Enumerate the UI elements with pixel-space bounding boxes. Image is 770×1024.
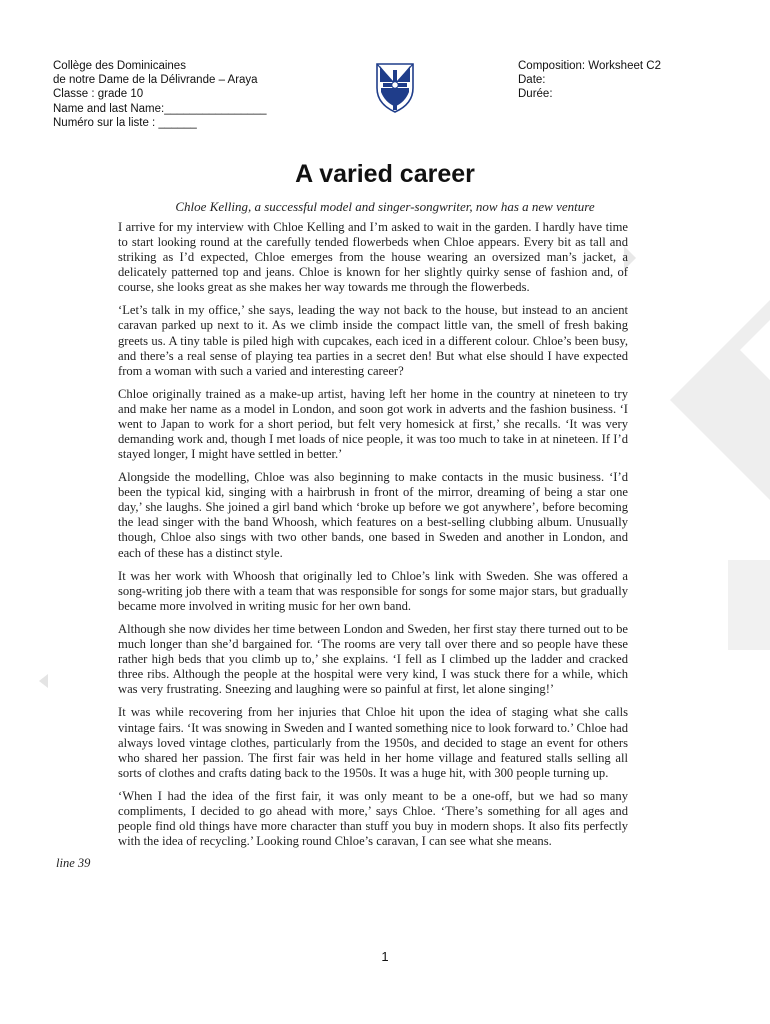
- paragraph: It was while recovering from her injuries that Chloe hit upon the idea of staging what she calls vintage fairs. ‘It was snowing in Sweden and I wanted something nice to look forward to.’ Chloe had always loved vintage clothes, particularly from the 1950s, and decided to stage an event for others who shared her passion. The first fair was held in her home village and featured stalls selling all sorts of clothes and crafts dating back to the 1950s. It was a huge hit, with 300 people turning up.: [118, 705, 628, 780]
- paragraph: Chloe originally trained as a make-up artist, having left her home in the country at nineteen to try and make her name as a model in London, and soon got work in adverts and the fashion business. ‘I went to Japan to work for a short period, but felt very homesick at first,’ she recalls. ‘It was very demanding work and, though I met loads of nice people, it was too much to take in at nineteen. If I’d stayed longer, I might have settled in better.’: [118, 386, 628, 462]
- school-name: Collège des Dominicaines: [53, 60, 186, 72]
- school-subtitle: de notre Dame de la Délivrande – Araya: [53, 74, 258, 87]
- article-subtitle: Chloe Kelling, a successful model and singer-songwriter, now has a new venture: [175, 199, 595, 214]
- worksheet-header: [518, 59, 661, 102]
- list-number-line: Numéro sur la liste : ______: [53, 116, 197, 129]
- school-header: [53, 59, 267, 130]
- duration-line: Durée:: [518, 88, 553, 101]
- article-title: A varied career: [295, 160, 475, 188]
- paragraph: ‘Let’s talk in my office,’ she says, leading the way not back to the house, but instead to an ancient caravan parked up next to it. As we climb inside the compact little van, the smell of fresh baking greets us. A tiny table is piled high with cupcakes, each iced in a different colour. Chloe’s been busy, and there’s a real sense of playing tea parties in a secret den! But what else should I have expected from a woman with such a varied and interesting career?: [118, 303, 628, 378]
- line-number-marker: line 39: [56, 856, 91, 870]
- school-crest-logo: [373, 58, 417, 114]
- worksheet-title: Composition: Worksheet C2: [518, 60, 661, 72]
- paragraph: Although she now divides her time between London and Sweden, her first stay there turned out to be much longer than she’d bargained for. ‘The rooms are very tall over there and so people have these rather high beds that you climb up to,’ she explains. ‘I fell as I climbed up the ladder and cracked three ribs. Although the people at the hospital were very kind, I was stuck there for a while, which was very frustrating. Sneezing and laughing were so painful at first, let alone singing!’: [118, 622, 628, 697]
- class-line: Classe : grade 10: [53, 88, 144, 101]
- page-number: 1: [381, 949, 389, 964]
- date-line: Date:: [518, 74, 546, 87]
- paragraph: Alongside the modelling, Chloe was also beginning to make contacts in the music business. ‘I’d been the typical kid, singing with a hairbrush in front of the mirror, dreaming of being a star one day,’ she laughs. She joined a girl band which ‘broke up before we got anywhere’, before becoming the lead singer with the band Whoosh, which features on a best-selling clubbing album. Unusually though, Chloe also sings with two other bands, one based in Sweden and another in London, and each of these has a distinct style.: [118, 470, 628, 560]
- paragraph: It was her work with Whoosh that originally led to Chloe’s link with Sweden. She was offered a song-writing job there with a team that was responsible for songs for some major stars, but gradually became more involved in writing music for her own band.: [118, 568, 628, 613]
- watermark-decoration: [610, 230, 770, 750]
- name-line: Name and last Name:________________: [53, 102, 267, 115]
- paragraph: ‘When I had the idea of the first fair, it was only meant to be a one-off, but we had so many compliments, I decided to go ahead with more,’ says Chloe. ‘There’s something for all ages and people find old things have more character than stuff you buy in modern shops. It also fits perfectly with the idea of recycling.’ Looking round Chloe’s caravan, I can see what she means.: [118, 788, 628, 849]
- paragraph: I arrive for my interview with Chloe Kelling and I’m asked to wait in the garden. I hardly have time to start looking round at the carefully tended flowerbeds when Chloe appears. Every bit as tall and striking as I’d expected, Chloe emerges from the house wearing an oversized man’s jacket, a delicately patterned top and jeans. Chloe is known for her slightly quirky sense of fashion and, of course, she looks great as she makes her way towards me through the flowerbeds.: [118, 220, 628, 295]
- article-body: [118, 220, 628, 857]
- margin-arrow-mark: [36, 672, 50, 690]
